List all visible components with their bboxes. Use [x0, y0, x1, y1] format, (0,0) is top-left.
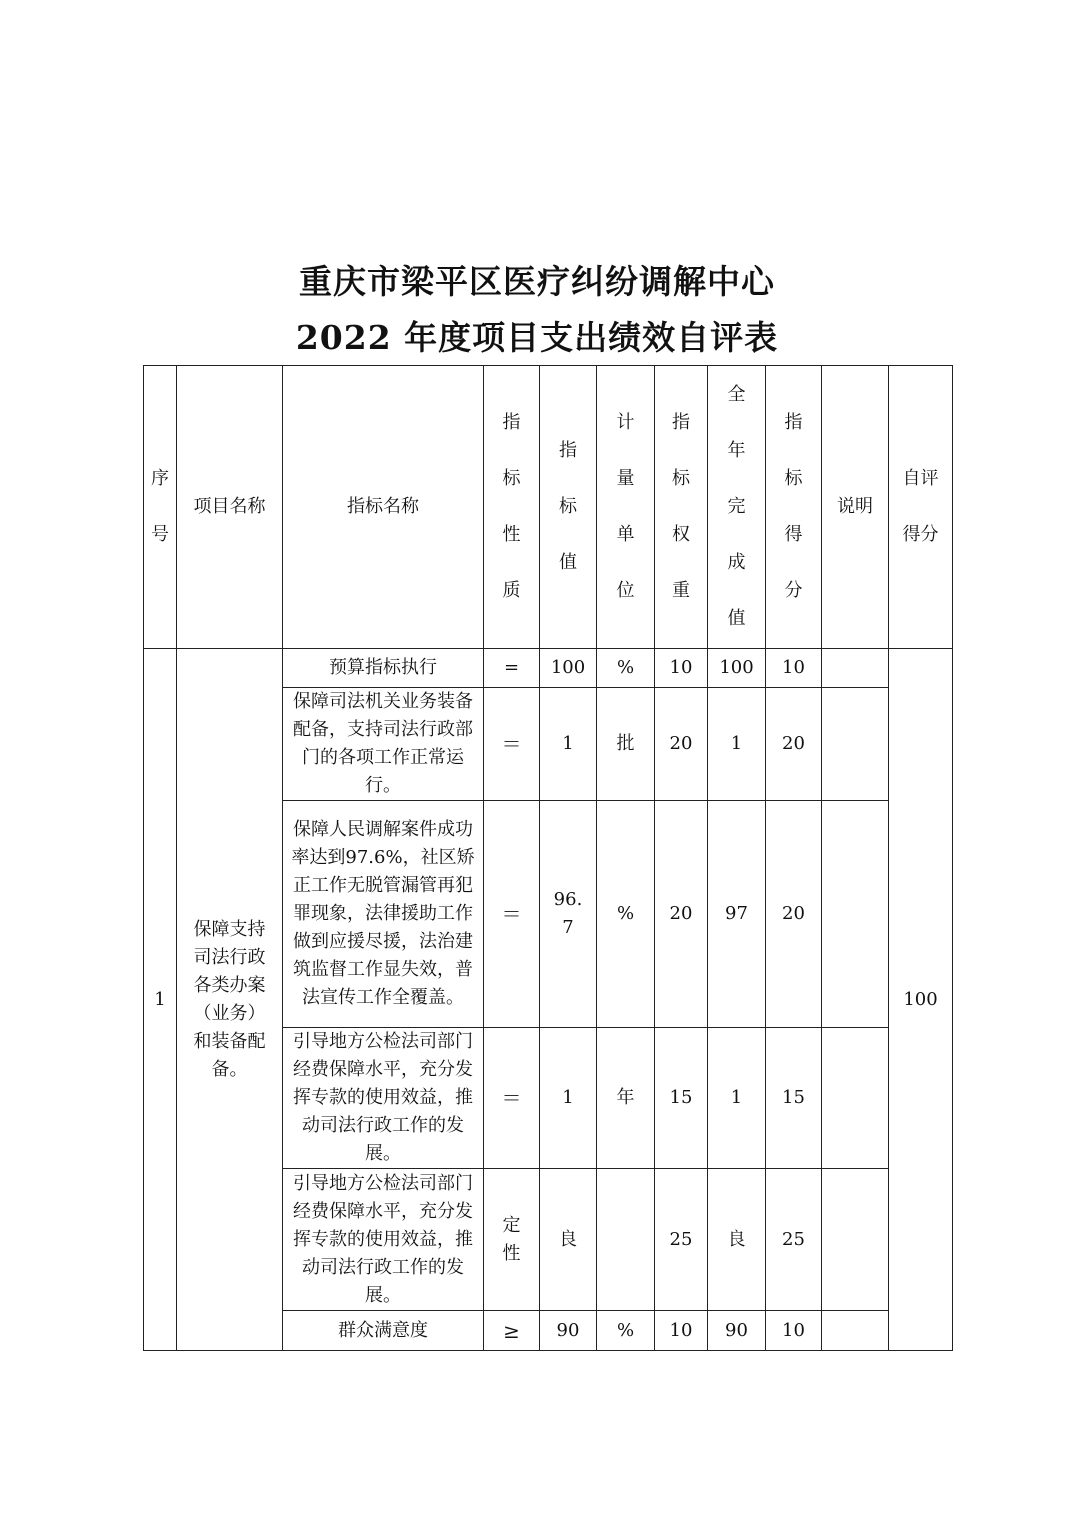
indicator-value: 良	[540, 1169, 597, 1311]
indicator-unit: %	[597, 649, 655, 688]
indicator-name: 群众满意度	[283, 1311, 484, 1351]
group-seq: 1	[144, 649, 177, 1351]
indicator-weight: 20	[655, 688, 708, 801]
header-score: 指标得分	[766, 366, 822, 649]
indicator-actual: 90	[708, 1311, 766, 1351]
header-project-name: 项目名称	[177, 366, 283, 649]
indicator-weight: 10	[655, 649, 708, 688]
document-title-line-2: 2022 年度项目支出绩效自评表	[295, 318, 779, 357]
indicator-note	[822, 649, 889, 688]
indicator-value: 1	[540, 688, 597, 801]
header-indicator-value: 指标值	[540, 366, 597, 649]
header-indicator-name: 指标名称	[283, 366, 484, 649]
indicator-weight: 15	[655, 1028, 708, 1169]
indicator-name: 保障司法机关业务装备配备，支持司法行政部门的各项工作正常运行。	[283, 688, 484, 801]
indicator-score: 10	[766, 649, 822, 688]
indicator-unit: 批	[597, 688, 655, 801]
indicator-nature: ＝	[484, 688, 540, 801]
group-self-score: 100	[889, 649, 953, 1351]
indicator-unit: 年	[597, 1028, 655, 1169]
indicator-name: 引导地方公检法司部门经费保障水平，充分发挥专款的使用效益，推动司法行政工作的发展。	[283, 1028, 484, 1169]
indicator-value: 96.7	[540, 801, 597, 1028]
indicator-actual: 良	[708, 1169, 766, 1311]
indicator-note	[822, 1311, 889, 1351]
indicator-nature: =	[484, 649, 540, 688]
indicator-actual: 97	[708, 801, 766, 1028]
header-self-score: 自评得分	[889, 366, 953, 649]
indicator-note	[822, 688, 889, 801]
group-project-name: 保障支持司法行政各类办案（业务）和装备配备。	[177, 649, 283, 1351]
indicator-note	[822, 801, 889, 1028]
indicator-value: 1	[540, 1028, 597, 1169]
header-note: 说明	[822, 366, 889, 649]
indicator-name: 保障人民调解案件成功率达到97.6%，社区矫正工作无脱管漏管再犯罪现象，法律援助工作做到应援尽援，法治建筑监督工作显失效，普法宣传工作全覆盖。	[283, 801, 484, 1028]
indicator-weight: 10	[655, 1311, 708, 1351]
indicator-actual: 1	[708, 688, 766, 801]
indicator-nature: ＝	[484, 1028, 540, 1169]
indicator-unit: %	[597, 1311, 655, 1351]
indicator-value: 90	[540, 1311, 597, 1351]
header-indicator-nature: 指标性质	[484, 366, 540, 649]
document-title-line-1: 重庆市梁平区医疗纠纷调解中心	[299, 262, 775, 301]
indicator-value: 100	[540, 649, 597, 688]
indicator-name: 引导地方公检法司部门经费保障水平，充分发挥专款的使用效益，推动司法行政工作的发展。	[283, 1169, 484, 1311]
indicator-weight: 25	[655, 1169, 708, 1311]
indicator-note	[822, 1028, 889, 1169]
header-actual-value: 全年完成值	[708, 366, 766, 649]
indicator-nature: ＝	[484, 801, 540, 1028]
indicator-nature: 定性	[484, 1169, 540, 1311]
indicator-unit	[597, 1169, 655, 1311]
table-row	[144, 649, 953, 688]
indicator-weight: 20	[655, 801, 708, 1028]
indicator-score: 25	[766, 1169, 822, 1311]
indicator-nature: ≥	[484, 1311, 540, 1351]
indicator-actual: 1	[708, 1028, 766, 1169]
header-unit: 计量单位	[597, 366, 655, 649]
indicator-score: 15	[766, 1028, 822, 1169]
indicator-unit: %	[597, 801, 655, 1028]
indicator-score: 20	[766, 801, 822, 1028]
header-row	[144, 366, 953, 649]
header-seq: 序号	[144, 366, 177, 649]
indicator-name: 预算指标执行	[283, 649, 484, 688]
indicator-score: 20	[766, 688, 822, 801]
performance-table	[143, 365, 953, 1351]
indicator-note	[822, 1169, 889, 1311]
indicator-actual: 100	[708, 649, 766, 688]
indicator-score: 10	[766, 1311, 822, 1351]
header-weight: 指标权重	[655, 366, 708, 649]
